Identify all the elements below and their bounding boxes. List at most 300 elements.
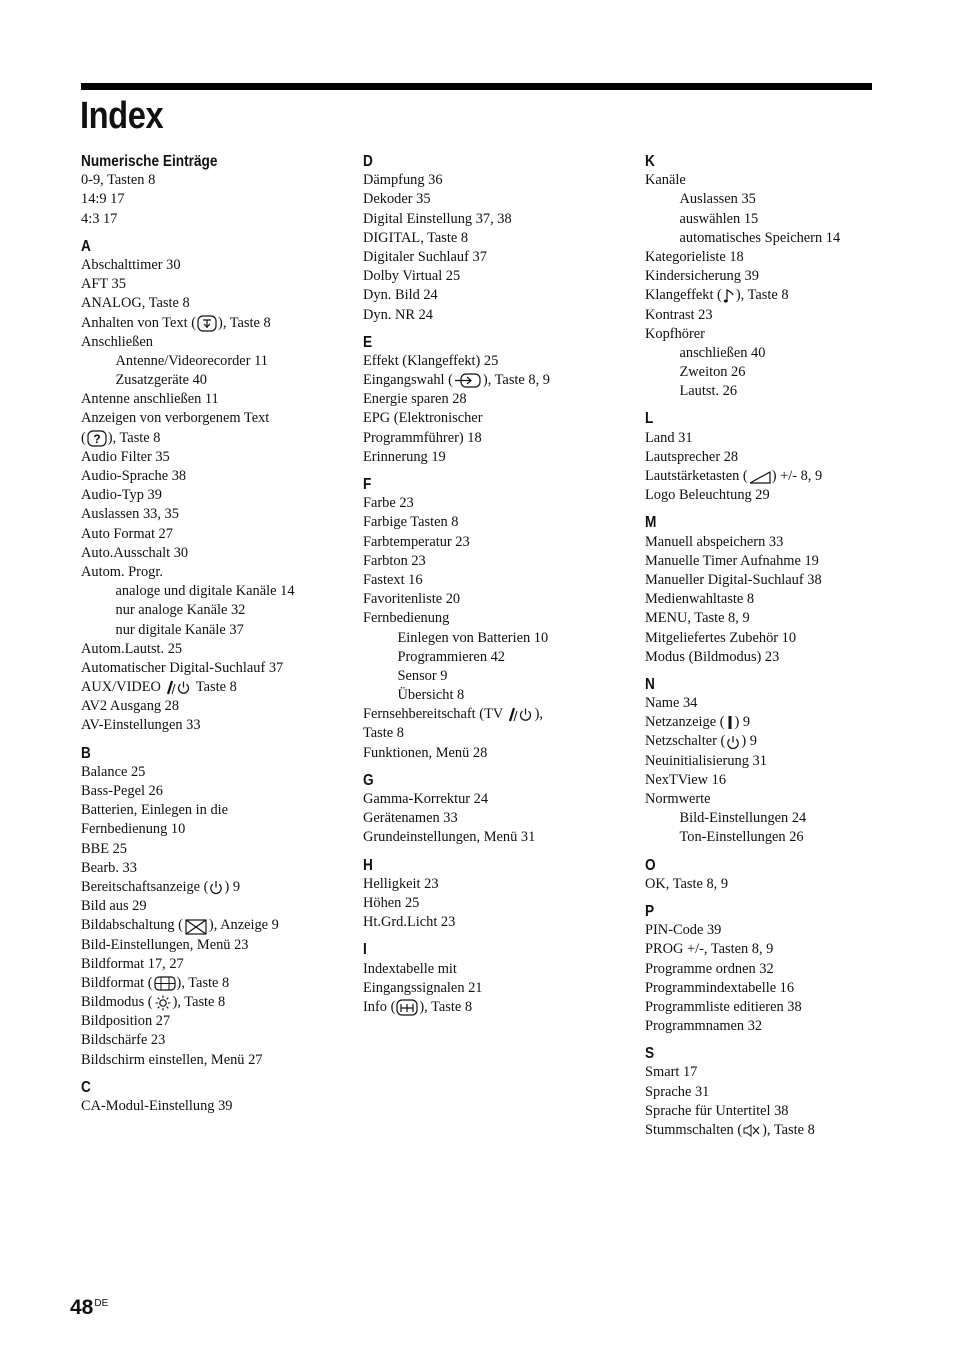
mute-icon <box>743 1123 761 1138</box>
index-entry <box>81 897 351 916</box>
entry-text: Kontrast 23 <box>645 306 713 323</box>
index-entry <box>363 724 633 743</box>
entry-text: Manueller Digital-Suchlauf 38 <box>645 571 822 588</box>
entry-text: Sensor 9 <box>397 667 448 684</box>
entry-text: Antenne anschließen 11 <box>81 391 219 408</box>
index-entry <box>81 1012 351 1031</box>
index-subentry <box>363 686 633 705</box>
entry-text: Programmführer) 18 <box>363 429 482 446</box>
entry-text: Programmnamen 32 <box>645 1018 763 1035</box>
index-entry <box>81 936 351 955</box>
index-entry <box>363 913 633 932</box>
entry-text: Kopfhörer <box>645 325 705 342</box>
index-entry <box>645 752 915 771</box>
entry-text: Land 31 <box>645 429 693 446</box>
entry-text: AV2 Ausgang 28 <box>81 698 180 715</box>
entry-text: Dämpfung 36 <box>363 172 443 189</box>
entry-text: Bild-Einstellungen, Menü 23 <box>81 936 249 953</box>
entry-text: Automatischer Digital-Suchlauf 37 <box>81 659 284 676</box>
index-entry <box>81 678 351 697</box>
entry-text: Grundeinstellungen, Menü 31 <box>363 829 536 846</box>
index-section-heading: H <box>363 856 373 874</box>
entry-text: Dekoder 35 <box>363 191 431 208</box>
index-entry <box>81 801 351 820</box>
index-entry <box>363 352 633 371</box>
entry-text: Autom.Lautst. 25 <box>81 640 183 657</box>
index-entry <box>81 878 351 897</box>
entry-text: Bildposition 27 <box>81 1013 171 1030</box>
entry-text: Name 34 <box>645 695 698 712</box>
entry-text: Bildmodus ( <box>81 994 153 1011</box>
entry-text-suffix: ), Taste 8 <box>762 1122 815 1138</box>
index-entry <box>81 448 351 467</box>
entry-text: Bildabschaltung ( <box>81 917 183 934</box>
entry-text: Stummschalten ( <box>645 1122 743 1138</box>
index-entry <box>81 525 351 544</box>
index-entry <box>645 629 915 648</box>
entry-text: Fernsehbereitschaft (TV <box>363 706 507 723</box>
index-section-heading: D <box>363 153 373 170</box>
index-entry <box>81 390 351 409</box>
index-entry <box>363 229 633 248</box>
index-subentry <box>645 344 915 363</box>
index-entry <box>363 705 633 724</box>
index-entry <box>645 940 915 959</box>
entry-text: Helligkeit 23 <box>363 875 439 892</box>
index-section-heading: A <box>81 237 91 255</box>
entry-text: Normwerte <box>645 791 711 807</box>
index-subentry <box>645 210 915 229</box>
entry-text-suffix: ), Taste 8 <box>419 998 473 1015</box>
index-entry <box>81 505 351 524</box>
entry-text-suffix: ) +/- 8, 9 <box>771 468 823 484</box>
entry-text: BBE 25 <box>81 840 127 857</box>
index-entry <box>363 590 633 609</box>
input-standby-icon <box>508 707 534 722</box>
entry-text: Dolby Virtual 25 <box>363 268 461 285</box>
index-entry <box>81 275 351 294</box>
index-section-heading: Numerische Einträge <box>81 153 218 170</box>
entry-text: Abschalttimer 30 <box>81 256 181 273</box>
index-entry <box>645 467 915 486</box>
index-subentry <box>363 629 633 648</box>
index-section-heading: E <box>363 333 373 351</box>
index-entry <box>363 171 633 190</box>
entry-text: OK, Taste 8, 9 <box>645 875 729 892</box>
index-entry <box>645 1121 915 1140</box>
index-entry <box>81 1097 351 1116</box>
index-subentry <box>81 371 351 390</box>
index-entry <box>81 916 351 935</box>
index-entry <box>645 486 915 505</box>
entry-text: Dyn. Bild 24 <box>363 287 438 304</box>
index-entry <box>645 790 915 809</box>
index-entry <box>363 371 633 390</box>
index-entry <box>81 1051 351 1070</box>
entry-text-suffix: ), Taste 8 <box>735 287 789 304</box>
entry-text: Ton-Einstellungen 26 <box>679 829 804 846</box>
entry-text: anschließen 40 <box>679 344 766 361</box>
index-entry <box>81 486 351 505</box>
entry-text-suffix: ) 9 <box>734 714 751 731</box>
index-entry <box>645 552 915 571</box>
index-entry <box>81 697 351 716</box>
entry-text: Kategorieliste 18 <box>645 248 744 265</box>
entry-text: 4:3 17 <box>81 210 118 227</box>
index-entry <box>363 533 633 552</box>
index-entry <box>645 875 915 894</box>
entry-text: Anzeigen von verborgenem Text <box>81 410 270 427</box>
entry-text: Einlegen von Batterien 10 <box>397 629 549 646</box>
index-entry <box>363 960 633 979</box>
index-entry <box>81 333 351 352</box>
index-subentry <box>645 382 915 401</box>
entry-text: Bild-Einstellungen 24 <box>679 810 807 827</box>
index-subentry <box>363 648 633 667</box>
index-entry <box>81 190 351 209</box>
index-entry <box>645 248 915 267</box>
entry-text: Mitgeliefertes Zubehör 10 <box>645 629 797 646</box>
entry-text-suffix: ), Taste 8 <box>218 314 271 331</box>
index-entry <box>363 210 633 229</box>
entry-text: Bildschärfe 23 <box>81 1032 166 1049</box>
index-entry <box>363 267 633 286</box>
index-column-3 <box>645 150 915 1140</box>
index-entry <box>81 544 351 563</box>
entry-text: nur digitale Kanäle 37 <box>115 621 244 638</box>
index-section-heading: G <box>363 771 374 789</box>
entry-text: Sprache 31 <box>645 1083 710 1100</box>
entry-text: Farbe 23 <box>363 495 414 512</box>
index-entry <box>81 840 351 859</box>
index-entry <box>81 955 351 974</box>
index-entry <box>645 609 915 628</box>
index-entry <box>645 713 915 732</box>
index-entry <box>363 306 633 325</box>
entry-text: Netzanzeige ( <box>645 714 725 731</box>
index-section-heading: N <box>645 675 655 693</box>
top-rule <box>81 83 872 90</box>
index-entry <box>645 694 915 713</box>
index-entry <box>81 974 351 993</box>
index-section-heading: P <box>645 902 655 920</box>
entry-text: Fastext 16 <box>363 571 423 588</box>
index-entry <box>645 1063 915 1082</box>
index-entry <box>81 210 351 229</box>
entry-text-suffix: ), Taste 8 <box>176 974 230 991</box>
power-icon <box>209 880 223 895</box>
entry-text: Audio Filter 35 <box>81 448 170 465</box>
entry-text: Übersicht 8 <box>397 687 465 704</box>
index-entry <box>363 390 633 409</box>
index-entry <box>81 429 351 448</box>
entry-text: Fernbedienung 10 <box>81 821 186 838</box>
index-entry <box>645 648 915 667</box>
volume-icon <box>749 470 771 484</box>
power-icon <box>726 735 740 750</box>
entry-text: AUX/VIDEO <box>81 679 165 696</box>
entry-text: Farbtemperatur 23 <box>363 533 470 550</box>
index-entry <box>645 771 915 790</box>
entry-text: Lautsprecher 28 <box>645 448 739 465</box>
index-entry <box>363 190 633 209</box>
entry-text: Bildformat 17, 27 <box>81 955 184 972</box>
entry-text: Programmindextabelle 16 <box>645 979 795 996</box>
text-hold-icon <box>197 315 217 332</box>
index-entry <box>645 998 915 1017</box>
index-entry <box>81 563 351 582</box>
entry-text: Neuinitialisierung 31 <box>645 752 767 769</box>
index-entry <box>645 448 915 467</box>
entry-text: Energie sparen 28 <box>363 391 467 408</box>
index-entry <box>363 286 633 305</box>
index-entry <box>645 429 915 448</box>
index-entry <box>645 979 915 998</box>
entry-text: Favoritenliste 20 <box>363 591 461 608</box>
entry-text: PROG +/-, Tasten 8, 9 <box>645 941 774 958</box>
index-entry <box>645 1102 915 1121</box>
index-section-heading: M <box>645 514 657 532</box>
entry-text: Klangeffekt ( <box>645 287 722 304</box>
index-entry <box>645 533 915 552</box>
index-subentry <box>81 352 351 371</box>
entry-text-suffix: Taste 8 <box>192 679 237 696</box>
entry-text: Audio-Sprache 38 <box>81 468 187 484</box>
entry-text: Netzschalter ( <box>645 733 726 750</box>
entry-text: Zusatzgeräte 40 <box>115 372 207 389</box>
wide-mode-icon <box>154 975 176 992</box>
index-section-heading: L <box>645 410 654 428</box>
entry-text: Lautstärketasten ( <box>645 468 748 484</box>
entry-text-suffix: ), Anzeige 9 <box>208 917 279 934</box>
input-select-icon <box>454 372 482 389</box>
entry-text: Funktionen, Menü 28 <box>363 744 488 761</box>
index-entry <box>81 171 351 190</box>
entry-text: Auslassen 33, 35 <box>81 506 179 523</box>
entry-text: Batterien, Einlegen in die <box>81 802 229 819</box>
entry-text: Programmliste editieren 38 <box>645 998 802 1015</box>
entry-text: Bildformat ( <box>81 974 153 991</box>
entry-text: Erinnerung 19 <box>363 448 446 465</box>
picture-mode-icon <box>154 994 172 1011</box>
entry-text: PIN-Code 39 <box>645 922 722 939</box>
entry-text-suffix: ) 9 <box>224 878 241 895</box>
entry-text: Programmieren 42 <box>397 648 506 665</box>
page-language-suffix: DE <box>94 1298 109 1309</box>
entry-text: CA-Modul-Einstellung 39 <box>81 1098 233 1114</box>
index-entry <box>363 828 633 847</box>
entry-text-suffix: ), Taste 8 <box>172 994 226 1011</box>
index-entry <box>363 409 633 428</box>
index-entry <box>81 467 351 486</box>
entry-text-suffix: ), Taste 8, 9 <box>482 372 550 389</box>
index-entry <box>363 494 633 513</box>
index-entry <box>363 571 633 590</box>
index-section-heading: I <box>363 941 367 959</box>
entry-text: Sprache für Untertitel 38 <box>645 1102 789 1119</box>
entry-text: ANALOG, Taste 8 <box>81 295 190 312</box>
index-entry <box>645 286 915 305</box>
index-entry <box>81 716 351 735</box>
index-entry <box>363 894 633 913</box>
index-entry <box>81 256 351 275</box>
entry-text: Audio-Typ 39 <box>81 487 162 504</box>
index-entry <box>363 552 633 571</box>
index-entry <box>81 294 351 313</box>
index-entry <box>645 267 915 286</box>
entry-text: Farbton 23 <box>363 552 426 569</box>
entry-text: Digital Einstellung 37, 38 <box>363 210 512 227</box>
entry-text: Eingangswahl ( <box>363 372 453 389</box>
index-entry <box>81 409 351 428</box>
entry-text: Bereitschaftsanzeige ( <box>81 878 209 895</box>
entry-text: Manuelle Timer Aufnahme 19 <box>645 552 819 569</box>
entry-text: Indextabelle mit <box>363 960 457 977</box>
index-entry <box>645 325 915 344</box>
index-entry <box>81 1031 351 1050</box>
index-section-heading: O <box>645 856 656 874</box>
index-subentry <box>645 809 915 828</box>
entry-text: Gamma-Korrektur 24 <box>363 791 489 807</box>
entry-text: Zweiton 26 <box>679 364 746 381</box>
index-entry <box>645 306 915 325</box>
index-entry <box>645 921 915 940</box>
entry-text: Antenne/Videorecorder 11 <box>115 352 268 369</box>
entry-text: automatisches Speichern 14 <box>679 229 841 246</box>
entry-text: Kanäle <box>645 172 686 189</box>
entry-text: Gerätenamen 33 <box>363 810 458 827</box>
reveal-icon <box>87 430 107 447</box>
entry-text: Auto.Ausschalt 30 <box>81 544 189 561</box>
index-column-2 <box>363 150 633 1017</box>
entry-text: Modus (Bildmodus) 23 <box>645 648 780 665</box>
index-entry <box>81 314 351 333</box>
entry-text: Fernbedienung <box>363 610 450 627</box>
entry-text: Eingangssignalen 21 <box>363 979 483 996</box>
picture-off-icon <box>184 918 208 935</box>
entry-text: Anschließen <box>81 333 153 350</box>
entry-text: AV-Einstellungen 33 <box>81 717 201 734</box>
index-entry <box>363 979 633 998</box>
entry-text: Taste 8 <box>363 725 404 742</box>
index-section-heading: K <box>645 153 655 170</box>
index-entry <box>363 448 633 467</box>
entry-text: Autom. Progr. <box>81 563 163 580</box>
svg-text:?: ? <box>93 431 101 446</box>
index-entry <box>645 571 915 590</box>
index-entry <box>81 993 351 1012</box>
index-entry <box>645 1083 915 1102</box>
page-number-value: 48 <box>70 1296 94 1319</box>
index-entry <box>363 609 633 628</box>
entry-text: Höhen 25 <box>363 894 420 911</box>
entry-text: 14:9 17 <box>81 191 125 208</box>
index-entry <box>645 171 915 190</box>
index-entry <box>363 513 633 532</box>
entry-text-suffix: ), Taste 8 <box>107 429 161 446</box>
info-icon <box>396 999 418 1016</box>
entry-text: auswählen 15 <box>679 210 759 227</box>
entry-text: Bildschirm einstellen, Menü 27 <box>81 1051 263 1068</box>
entry-text: DIGITAL, Taste 8 <box>363 229 469 246</box>
entry-text: Kindersicherung 39 <box>645 268 759 285</box>
entry-text: Manuell abspeichern 33 <box>645 533 784 550</box>
index-entry <box>81 782 351 801</box>
index-subentry <box>81 621 351 640</box>
index-subentry <box>81 601 351 620</box>
index-entry <box>81 659 351 678</box>
index-entry <box>645 960 915 979</box>
index-column-1 <box>81 150 351 1116</box>
index-subentry <box>645 363 915 382</box>
index-subentry <box>645 229 915 248</box>
entry-text: EPG (Elektronischer <box>363 410 483 427</box>
entry-text: Dyn. NR 24 <box>363 306 433 323</box>
entry-text: Ht.Grd.Licht 23 <box>363 914 456 931</box>
index-section-heading: C <box>81 1078 91 1096</box>
entry-text: Auslassen 35 <box>679 191 756 208</box>
index-entry <box>645 1017 915 1036</box>
index-entry <box>81 820 351 839</box>
entry-text: Digitaler Suchlauf 37 <box>363 248 487 265</box>
index-entry <box>645 732 915 751</box>
index-entry <box>363 744 633 763</box>
index-entry <box>363 248 633 267</box>
index-subentry <box>363 667 633 686</box>
entry-text: Bass-Pegel 26 <box>81 783 163 799</box>
index-entry <box>363 790 633 809</box>
entry-text: Effekt (Klangeffekt) 25 <box>363 352 499 369</box>
index-section-heading: B <box>81 744 91 762</box>
page-title: Index <box>80 95 164 137</box>
entry-text: nur analoge Kanäle 32 <box>115 602 246 619</box>
entry-text: Anhalten von Text ( <box>81 314 197 331</box>
input-standby-icon <box>166 680 192 695</box>
index-section-heading: F <box>363 476 372 493</box>
entry-text: 0-9, Tasten 8 <box>81 172 156 189</box>
index-subentry <box>645 190 915 209</box>
entry-text: Lautst. 26 <box>679 383 738 400</box>
entry-text: Bearb. 33 <box>81 859 137 876</box>
entry-text: ( <box>81 429 86 446</box>
index-entry <box>363 809 633 828</box>
index-subentry <box>81 582 351 601</box>
entry-text-suffix: ), <box>534 706 543 723</box>
entry-text: Bild aus 29 <box>81 898 147 915</box>
index-subentry <box>645 828 915 847</box>
entry-text: Info ( <box>363 998 396 1015</box>
page-number <box>70 1296 108 1320</box>
index-entry <box>363 875 633 894</box>
entry-text: Balance 25 <box>81 763 146 780</box>
entry-text: Farbige Tasten 8 <box>363 514 459 531</box>
entry-text: Smart 17 <box>645 1064 698 1081</box>
entry-text: MENU, Taste 8, 9 <box>645 610 750 627</box>
entry-text: Medienwahltaste 8 <box>645 591 755 608</box>
index-entry <box>81 763 351 782</box>
note-icon <box>723 288 735 304</box>
index-entry <box>363 429 633 448</box>
index-entry <box>81 640 351 659</box>
index-entry <box>645 590 915 609</box>
index-entry <box>81 859 351 878</box>
entry-text: NexTView 16 <box>645 771 727 788</box>
index-section-heading: S <box>645 1045 655 1063</box>
entry-text: Logo Beleuchtung 29 <box>645 487 770 504</box>
mains-icon <box>726 715 734 730</box>
entry-text-suffix: ) 9 <box>741 733 757 750</box>
entry-text: Programme ordnen 32 <box>645 960 774 977</box>
